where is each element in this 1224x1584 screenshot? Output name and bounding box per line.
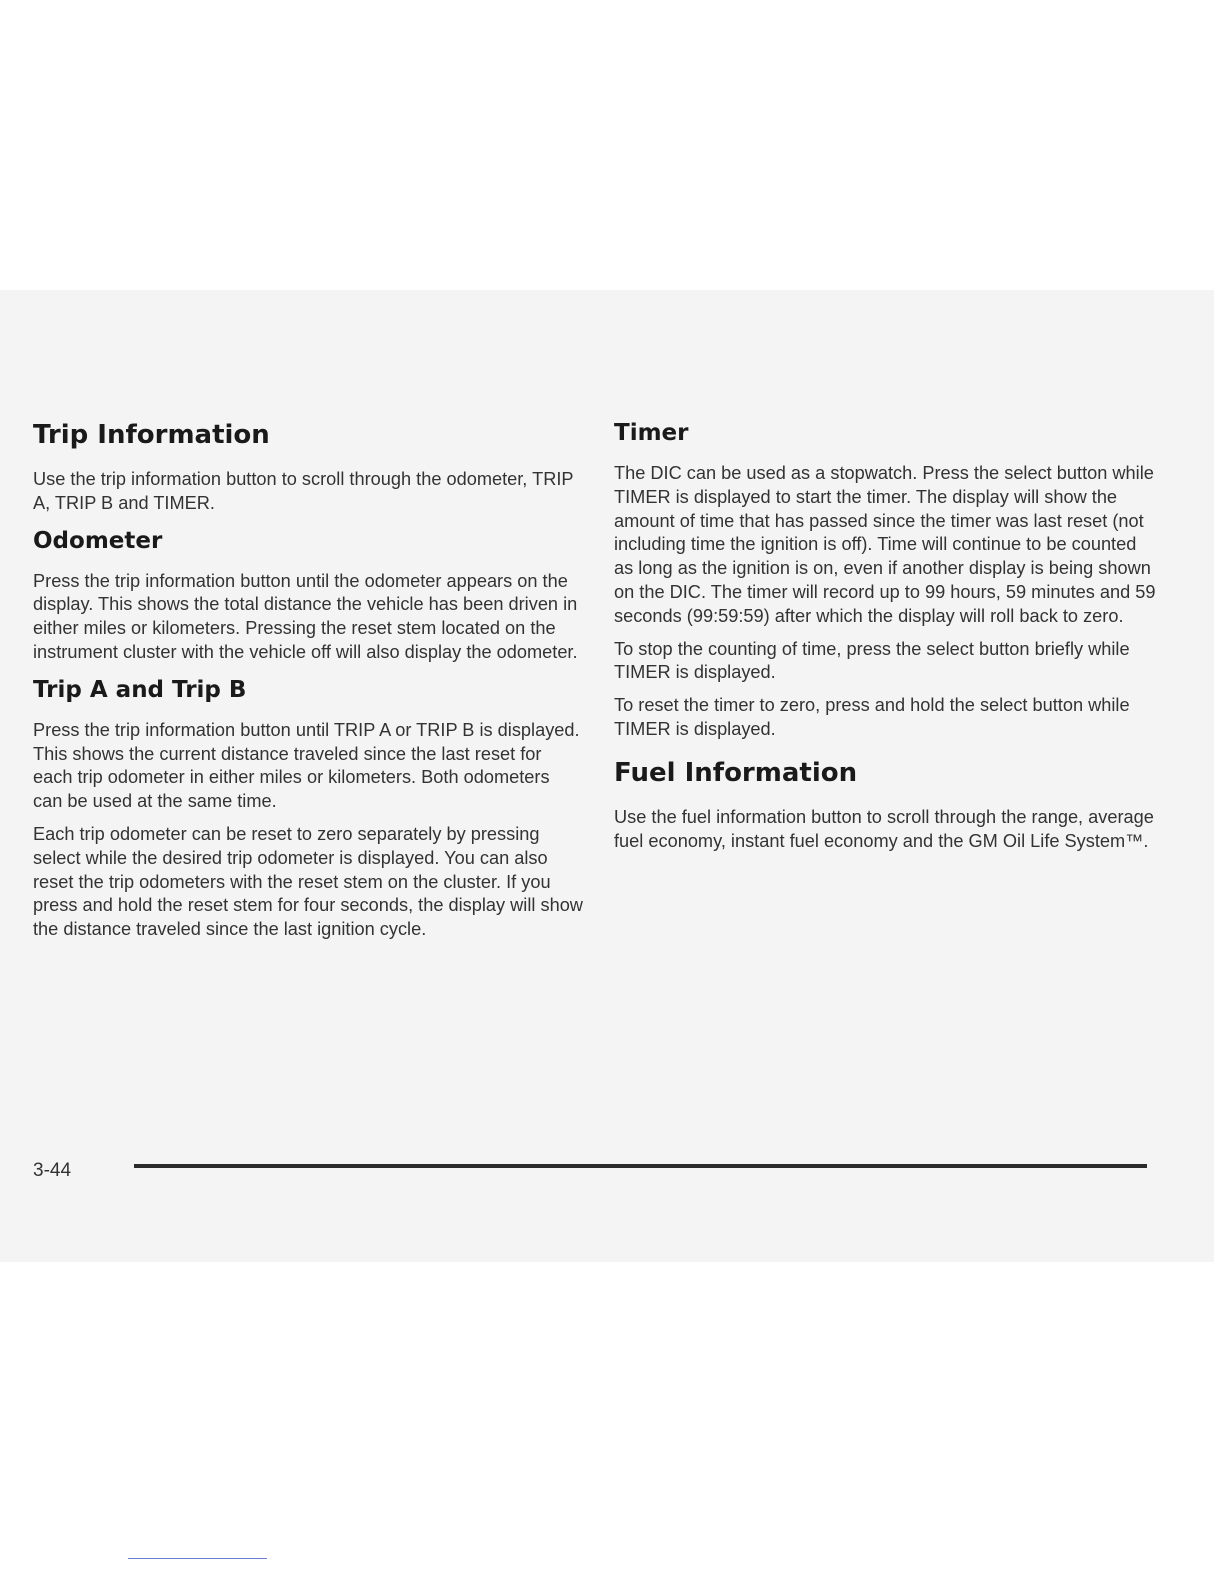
timer-text-1: The DIC can be used as a stopwatch. Press the select button while TIMER is displayed to start the timer. The display will show the amount of time that has passed since the timer was last reset (not including time the ignition is off). Time will continue to be counted as long as the ignition is on, even if another display is being shown on the DIC. The timer will record up to 99 hours, 59 minutes and 59 seconds (99:59:59) after which the display will roll back to zero. bbox=[614, 463, 1156, 626]
trip-information-text: Use the trip information button to scroll through the odometer, TRIP A, TRIP B and TIMER. bbox=[33, 469, 574, 513]
trip-a-b-text-1: Press the trip information button until TRIP A or TRIP B is displayed. This shows the current distance traveled since the last reset for each trip odometer in either miles or kilometers. Both odometers can be used at the same time. bbox=[33, 719, 580, 812]
page-number: 3-44 bbox=[33, 1160, 72, 1181]
fuel-information-heading: Fuel Information bbox=[614, 757, 858, 788]
bottom-link-underline bbox=[128, 1558, 267, 1559]
fuel-information-text: Use the fuel information button to scroll through the range, average fuel economy, instant fuel economy and the GM Oil Life System™. bbox=[614, 806, 1154, 851]
left-column bbox=[33, 418, 583, 951]
odometer-heading: Odometer bbox=[33, 527, 163, 554]
right-column bbox=[614, 418, 1159, 862]
trip-information-heading: Trip Information bbox=[33, 420, 270, 450]
timer-text-3: To reset the timer to zero, press and hold the select button while TIMER is displayed. bbox=[614, 695, 1130, 739]
footer-rule bbox=[134, 1164, 1147, 1168]
trip-a-b-heading: Trip A and Trip B bbox=[33, 676, 247, 703]
timer-text-2: To stop the counting of time, press the select button briefly while TIMER is displayed. bbox=[614, 638, 1130, 683]
odometer-text: Press the trip information button until the odometer appears on the display. This shows the total distance the vehicle has been driven in either miles or kilometers. Pressing the reset stem located on the instrument cluster with the vehicle off will also display the odometer. bbox=[33, 570, 578, 662]
trip-a-b-text-2: Each trip odometer can be reset to zero separately by pressing select while the desired trip odometer is displayed. You can also reset the trip odometers with the reset stem on the cluster. If you press and hold the reset stem for four seconds, the display will show the distance traveled since the last ignition cycle. bbox=[33, 823, 583, 940]
timer-heading: Timer bbox=[614, 420, 689, 446]
